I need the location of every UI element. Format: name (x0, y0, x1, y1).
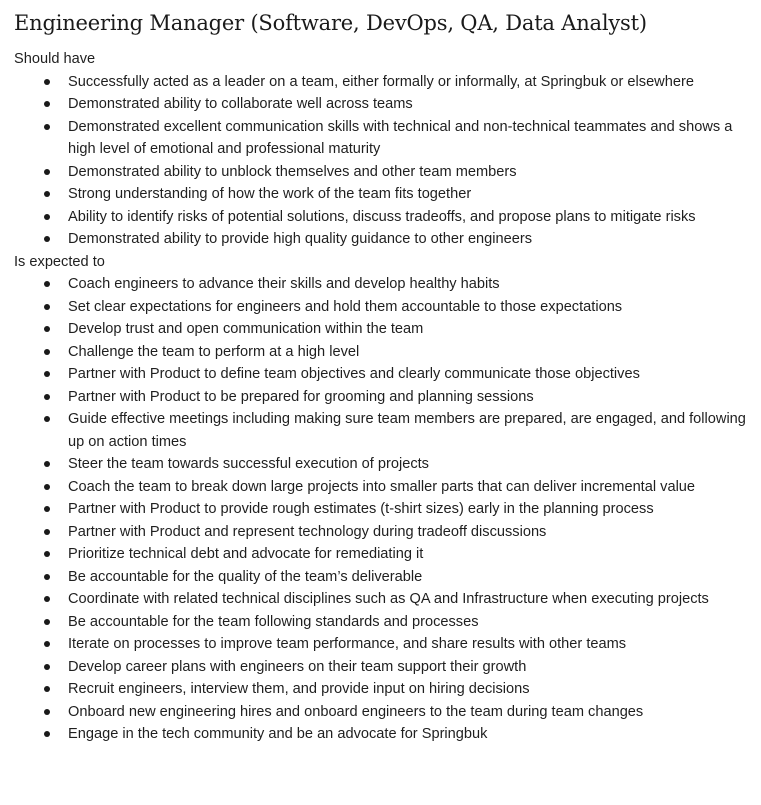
bullet-icon (44, 408, 52, 431)
list-item (14, 71, 754, 94)
bullet-icon (44, 273, 52, 296)
page-title: Engineering Manager (Software, DevOps, QA, Data Analyst) (14, 11, 647, 35)
section-should-have (14, 48, 754, 251)
bullet-icon (44, 206, 52, 229)
list-item-text: Coordinate with related technical disciplines such as QA and Infrastructure when executing projects (68, 591, 709, 607)
bullet-icon (44, 318, 52, 341)
list-item (14, 408, 754, 453)
document (14, 6, 754, 746)
list-item-text: Be accountable for the team following standards and processes (68, 613, 479, 630)
should-have-list (14, 71, 754, 251)
list-item-text: Develop career plans with engineers on their team support their growth (68, 658, 527, 675)
bullet-icon (44, 633, 52, 656)
bullet-icon (44, 363, 52, 386)
list-item (14, 476, 754, 499)
list-item-text: Strong understanding of how the work of the team fits together (68, 186, 472, 202)
bullet-icon (44, 116, 52, 139)
list-item-text: Demonstrated ability to unblock themselves and other team members (68, 163, 517, 180)
list-item-text: Partner with Product to provide rough estimates (t-shirt sizes) early in the planning process (68, 501, 654, 517)
bullet-icon (44, 566, 52, 589)
list-item (14, 453, 754, 476)
list-item-text: Steer the team towards successful execution of projects (68, 456, 429, 472)
list-item-text: Recruit engineers, interview them, and provide input on hiring decisions (68, 681, 530, 697)
list-item-text: Partner with Product and represent technology during tradeoff discussions (68, 523, 547, 540)
list-item-text: Onboard new engineering hires and onboard engineers to the team during team changes (68, 703, 644, 720)
list-item-text: Ability to identify risks of potential solutions, discuss tradeoffs, and propose plans to mitigate risks (68, 208, 696, 225)
section-is-expected-to (14, 251, 754, 746)
list-item (14, 161, 754, 184)
list-item-text: Set clear expectations for engineers and hold them accountable to those expectations (68, 298, 623, 315)
list-item (14, 206, 754, 229)
bullet-icon (44, 161, 52, 184)
list-item (14, 318, 754, 341)
list-item-text: Demonstrated ability to provide high quality guidance to other engineers (68, 231, 533, 247)
list-item-text: Challenge the team to perform at a high level (68, 343, 360, 360)
list-item-text: Develop trust and open communication within the team (68, 321, 424, 337)
list-item (14, 93, 754, 116)
bullet-icon (44, 341, 52, 364)
list-item-text: Successfully acted as a leader on a team, either formally or informally, at Springbuk or elsewhere (68, 73, 694, 90)
bullet-icon (44, 476, 52, 499)
list-item (14, 228, 754, 251)
section-label: Should have (14, 51, 96, 67)
bullet-icon (44, 543, 52, 566)
list-item (14, 498, 754, 521)
list-item (14, 386, 754, 409)
list-item (14, 701, 754, 724)
list-item (14, 521, 754, 544)
bullet-icon (44, 453, 52, 476)
list-item (14, 543, 754, 566)
bullet-icon (44, 611, 52, 634)
list-item-text: Iterate on processes to improve team performance, and share results with other teams (68, 636, 627, 652)
list-item (14, 656, 754, 679)
list-item-text: Be accountable for the quality of the team’s deliverable (68, 568, 423, 585)
bullet-icon (44, 701, 52, 724)
list-item-text: Demonstrated ability to collaborate well across teams (68, 96, 413, 112)
section-label: Is expected to (14, 253, 105, 270)
list-item-text: Coach engineers to advance their skills and develop healthy habits (68, 276, 500, 292)
bullet-icon (44, 296, 52, 319)
list-item (14, 363, 754, 386)
bullet-icon (44, 386, 52, 409)
list-item-text: Demonstrated excellent communication skills with technical and non-technical teammates and shows a high level of emotional and professional maturity (68, 118, 733, 157)
list-item (14, 296, 754, 319)
list-item-text: Partner with Product to define team objectives and clearly communicate those objectives (68, 366, 640, 382)
bullet-icon (44, 228, 52, 251)
list-item-text: Coach the team to break down large projects into smaller parts that can deliver incremental value (68, 478, 696, 495)
bullet-icon (44, 93, 52, 116)
bullet-icon (44, 498, 52, 521)
list-item (14, 678, 754, 701)
list-item (14, 116, 754, 161)
bullet-icon (44, 588, 52, 611)
bullet-icon (44, 521, 52, 544)
list-item-text: Partner with Product to be prepared for grooming and planning sessions (68, 388, 534, 405)
bullet-icon (44, 723, 52, 746)
bullet-icon (44, 183, 52, 206)
list-item-text: Guide effective meetings including making sure team members are prepared, are engaged, and following up on action times (68, 411, 746, 450)
list-item (14, 273, 754, 296)
bullet-icon (44, 678, 52, 701)
list-item (14, 723, 754, 746)
list-item (14, 341, 754, 364)
list-item (14, 566, 754, 589)
list-item (14, 633, 754, 656)
list-item (14, 183, 754, 206)
list-item (14, 588, 754, 611)
list-item-text: Engage in the tech community and be an advocate for Springbuk (68, 726, 488, 742)
list-item (14, 611, 754, 634)
bullet-icon (44, 71, 52, 94)
is-expected-to-list (14, 273, 754, 746)
bullet-icon (44, 656, 52, 679)
list-item-text: Prioritize technical debt and advocate for remediating it (68, 546, 424, 562)
